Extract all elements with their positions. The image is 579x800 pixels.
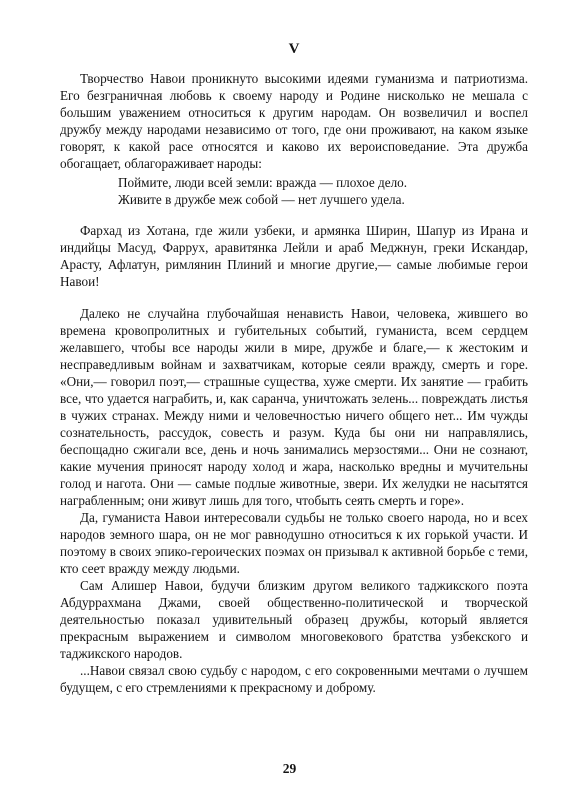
verse-line: Поймите, люди всей земли: вражда — плохое дело. xyxy=(118,175,408,190)
paragraph-friendship-jami: Сам Алишер Навои, будучи близким другом великого таджикского поэта Абдуррахмана Джами, своей общественно-политической и творческой деятельностью показал удивительный образец дружбы, который является прекрасным выражением и символом многовекового братства узбекского и таджикского народов. xyxy=(60,578,528,661)
verse-quote xyxy=(118,174,528,208)
paragraph-hatred-of-war: Далеко не случайна глубочайшая ненависть Навои, человека, жившего во времена кровопролитных и губительных событий, гуманиста, всем сердцем желавшего, чтобы все народы жили в мире, дружбе и благе,— к жестоким и несправедливым войнам и захватчикам, которые сеяли вражду, смерть и горе. «Они,— говорил поэт,— страшные существа, хуже смерти. Их занятие — грабить все, что удается награбить, и, как саранча, уничтожать зелень... повреждать листья в чужих странах. Между ними и человечностью ничего общего нет... Им чужды сознательность, рассудок, совесть и разум. Куда бы они ни направлялись, беспощадно сжигали все, день и ночь занимались мерзостями... Они не сознают, какие мучения приносят народу холод и жара, насколько вредны и мучительны голод и нагота. Они — самые подлые животные, звери. Их желудки не насытятся награбленным; они живут лишь для того, чтобыть сеять смерть и горе». xyxy=(60,306,528,508)
verse-line: Живите в дружбе меж собой — нет лучшего удела. xyxy=(118,192,405,207)
page-body xyxy=(60,40,528,696)
paragraph-people: ...Навои связал свою судьбу с народом, с его сокровенными мечтами о лучшем будущем, с его стремлениями к прекрасному и доброму. xyxy=(60,663,528,695)
paragraph-humanism: Да, гуманиста Навои интересовали судьбы не только своего народа, но и всех народов земного шара, он не мог равнодушно относиться к их горькой участи. И поэтому в своих эпико-героических поэмах он призывал к активной борьбе с теми, кто сеет вражду между людьми. xyxy=(60,510,528,576)
page-number: 29 xyxy=(282,761,297,776)
paragraph-heroes: Фархад из Хотана, где жили узбеки, и армянка Ширин, Шапур из Ирана и индийцы Масуд, Фаррух, аравитянка Лейли и араб Меджнун, греки Искандар, Арасту, Афлатун, римлянин Плиний и многие другие,— самые любимые герои Навои! xyxy=(60,223,528,289)
paragraph-intro: Творчество Навои проникнуто высокими идеями гуманизма и патриотизма. Его безграничная любовь к своему народу и Родине нисколько не мешала с большим уважением относиться к другим народам. Он возвеличил и воспел дружбу между народами независимо от того, где они проживают, на каком языке говорят, к какой расе относятся и каково их вероисповедание. Эта дружба обогащает, облагораживает народы: xyxy=(60,71,528,171)
section-numeral: V xyxy=(288,41,300,57)
